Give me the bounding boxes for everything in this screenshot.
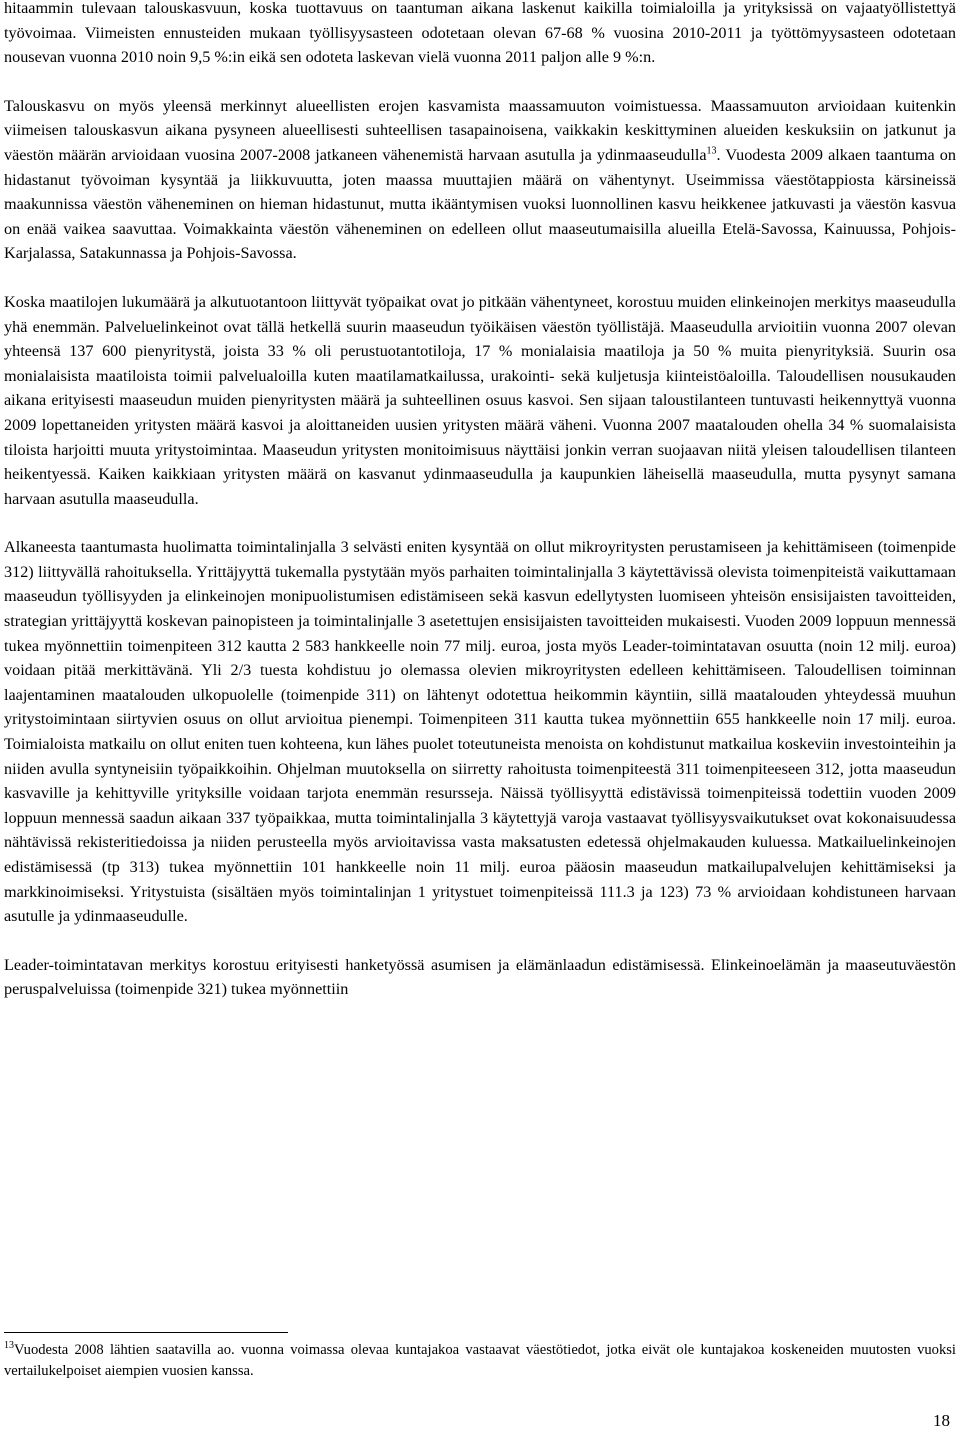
paragraph-migration	[4, 94, 956, 266]
paragraph-labour-market: hitaammin tulevaan talouskasvuun, koska tuottavuus on taantuman aikana laskenut kaikilla toimialoilla ja yrityksissä on vajaatyöllistettyä työvoimaa. Viimeisten ennusteiden mukaan työllisyysasteen odotetaan olevan 67-68 % vuosina 2010-2011 ja työttömyysasteen odotetaan nousevan vuonna 2010 noin 9,5 %:in eikä sen odoteta laskevan vielä vuonna 2011 paljon alle 9 %:n.	[4, 0, 956, 67]
paragraph-rural-enterprises: Koska maatilojen lukumäärä ja alkutuotantoon liittyvät työpaikat ovat jo pitkään vähentyneet, korostuu muiden elinkeinojen merkitys maaseudulla yhä enemmän. Palveluelinkeinot ovat tällä hetkellä suurin maaseudun työikäisen väestön työllistäjä. Maaseudulla arvioitiin vuonna 2007 olevan yhteensä 137 600 pienyritystä, joista 33 % oli perustuotantotiloja, 17 % monialaisia maatiloja ja 50 % muita pienyrityksiä. Suurin osa monialaisista maatiloista toimii palvelualoilla kuten maatilamatkailussa, urakointi- sekä kuljetusja kiinteistöaloilla. Taloudellisen nousukauden aikana erityisesti maaseudun muiden pienyritysten määrä ja suhteellinen osuus kasvoi. Sen sijaan taloustilanteen tuntuvasti heikennyttyä vuonna 2009 lopettaneiden yritysten määrä kasvoi ja aloittaneiden uusien yritysten määrä väheni. Vuonna 2007 maatalouden ohella 34 % suomalaisista tiloista harjoitti muuta yritystoimintaa. Maaseudun yritysten monitoimisuus näyttäisi jonkin verran suojaavan niitä yleisen taloudellisen tilanteen heikentyessä. Kaiken kaikkiaan yritysten määrä on kasvanut ydinmaaseudulla ja kaupunkien läheisellä maaseudulla, mutta pysynyt samana harvaan asutulla maaseudulla.	[4, 292, 956, 508]
paragraph-leader: Leader-toimintatavan merkitys korostuu erityisesti hanketyössä asumisen ja elämänlaadun edistämisessä. Elinkeinoelämän ja maaseutuväestön peruspalveluissa (toimenpide 321) tukea myönnettiin	[4, 955, 956, 999]
paragraph-migration-part-2: . Vuodesta 2009 alkaen taantuma on hidastanut työvoiman kysyntää ja liikkuvuutta, joten maassa muuttajien määrä on vähentynyt. Useimmissa väestötappiosta kärsineissä maakunnissa väestön väheneminen on hieman hidastunut, mutta ikääntymisen vuoksi luonnollinen kasvu heikkenee jatkuvasti ja väestön kasvua on enää vaikea saavuttaa. Voimakkainta väestön väheneminen on edelleen ollut maaseutumaisilla alueilla Etelä-Savossa, Kainuussa, Pohjois-Karjalassa, Satakunnassa ja Pohjois-Savossa.	[4, 145, 956, 263]
paragraph-migration-part-1: Talouskasvu on myös yleensä merkinnyt alueellisten erojen kasvamista maassamuuton voimistuessa. Maassamuuton arvioidaan kuitenkin viimeisen talouskasvun aikana pysyneen alueellisesti suhteellisen tasapainoisena, vaikkakin keskittyminen alueiden keskuksiin on jatkunut ja väestön määrän arvioidaan vuosina 2007-2008 jatkaneen vähenemistä harvaan asutulla ja ydinmaaseudulla	[4, 96, 956, 164]
footnote-separator	[4, 1332, 288, 1333]
footnote-reference: 13	[706, 145, 717, 157]
footnote-text: Vuodesta 2008 lähtien saatavilla ao. vuonna voimassa olevaa kuntajakoa vastaavat väestötiedot, jotka eivät ole kuntajakoa koskeneiden muutosten vuoksi vertailukelpoiset aiempien vuosien kanssa.	[4, 1342, 956, 1379]
footnote	[4, 1340, 956, 1382]
paragraph-measures-312-311: Alkaneesta taantumasta huolimatta toimintalinjalla 3 selvästi eniten kysyntää on ollut mikroyritysten perustamiseen ja kehittämiseen (toimenpide 312) liittyvällä rahoituksella. Yrittäjyyttä tukemalla pystytään myös parhaiten toimintalinjalla 3 käytettävissä olevista toimenpiteistä vaikuttamaan maaseudun työllisyyden ja elinkeinojen monipuolistumisen edistämiseen sekä kasvun edellytysten luomiseen yhteisön ensisijaisten tavoitteiden, strategian yrittäjyyttä koskevan painopisteen ja toimintalinjalle 3 asetettujen ensisijaisten tavoitteiden mukaisesti. Vuoden 2009 loppuun mennessä tukea myönnettiin toimenpiteen 312 kautta 2 583 hankkeelle noin 77 milj. euroa, josta myös Leader-toimintatavan osuutta (noin 12 milj. euroa) voidaan pitää merkittävänä. Yli 2/3 tuesta kohdistuu jo olemassa olevien mikroyritysten edelleen kehittämiseen. Taloudellisen toiminnan laajentaminen maatalouden ulkopuolelle (toimenpide 311) on lähtenyt odotettua heikommin käyntiin, sillä maatalouden yhteydessä muuhun yritystoimintaan siirtyvien osuus on ollut arvioitua pienempi. Toimenpiteen 311 kautta tukea myönnettiin 655 hankkeelle noin 17 milj. euroa. Toimialoista matkailu on ollut eniten tuen kohteena, kun lähes puolet toteutuneista menoista on kohdistunut matkailua koskeviin investointeihin ja niiden avulla syntyneisiin työpaikkoihin. Ohjelman muutoksella on siirretty rahoitusta toimenpiteestä 311 toimenpiteeseen 312, jotta maaseudun kasvaville ja kehittyville yrityksille voidaan tarjota enemmän resursseja. Näissä työllisyyttä edistävissä toimenpiteissä todettiin vuoden 2009 loppuun mennessä saadun aikaan 337 työpaikkaa, mutta toimintalinjalla 3 käytettyjä varoja vastaavat työllisyysvaikutukset ovat kokonaisuudessa nähtävissä rekisteritiedoissa ja niiden perusteella myös arvioitavissa vasta maksatusten edetessä ohjelmakauden kuluessa. Matkailuelinkeinojen edistämisessä (tp 313) tukea myönnettiin 101 hankkeelle noin 11 milj. euroa pääosin maaseudun matkailupalvelujen kehittämiseksi ja markkinoimiseksi. Yritystuista (sisältäen myös toimintalinjan 1 yritystuet toimenpiteissä 111.3 ja 123) 73 % arvioidaan kohdistuneen harvaan asutulle ja ydinmaaseudulle.	[4, 538, 956, 926]
page-number: 18	[933, 1411, 950, 1430]
footnote-marker: 13	[4, 1340, 14, 1352]
document-page	[4, 0, 956, 1026]
